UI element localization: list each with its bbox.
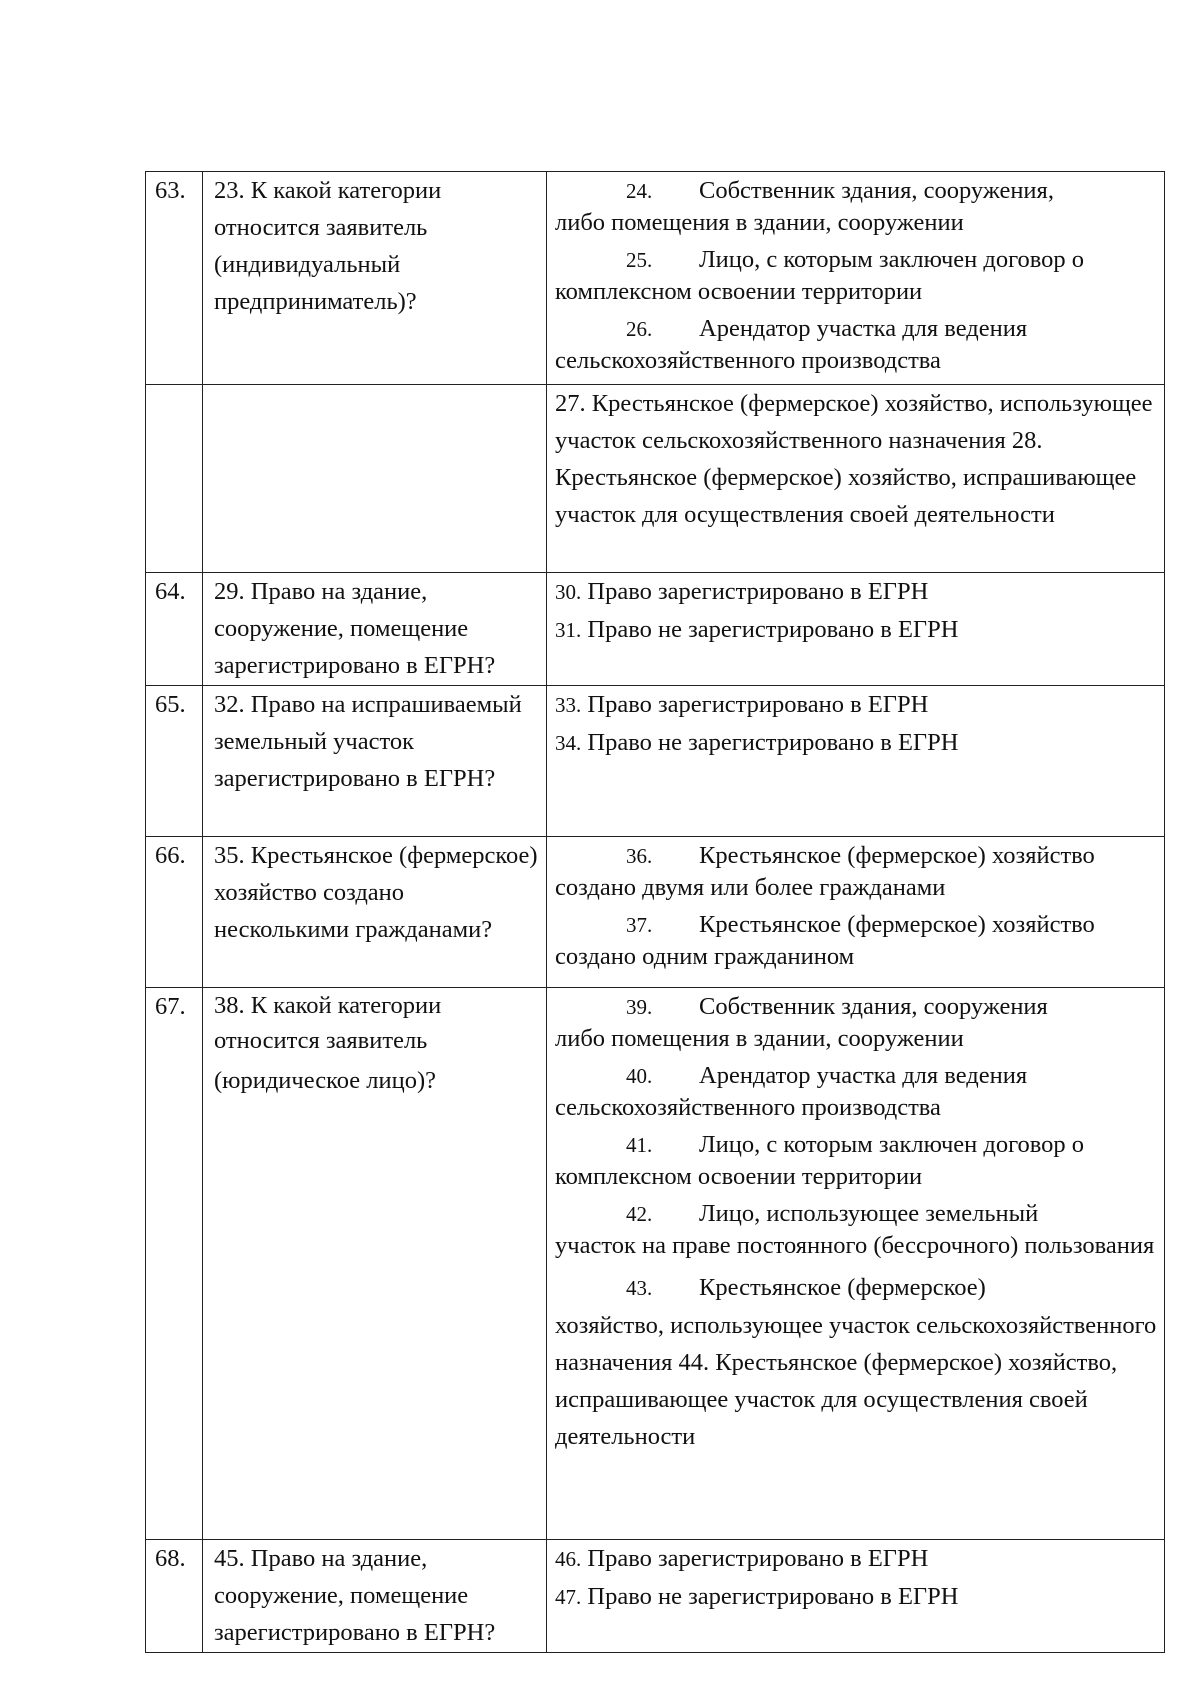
answer-item: 36. Крестьянское (фермерское) хозяйство создано двумя или более гражданами — [555, 842, 1095, 901]
table-row — [146, 172, 1165, 385]
table-row — [146, 686, 1165, 837]
question-cell: 45. Право на здание, сооружение, помещение зарегистрировано в ЕГРН? — [203, 1540, 547, 1653]
row-number: 65. — [146, 686, 203, 837]
table-row — [146, 385, 1165, 573]
question-cell: 32. Право на испрашиваемый земельный участок зарегистрировано в ЕГРН? — [203, 686, 547, 837]
question-cell: 23. К какой категории относится заявитель (индивидуальный предприниматель)? — [203, 172, 547, 385]
row-number: 67. — [146, 988, 203, 1540]
row-number: 64. — [146, 573, 203, 686]
question-cell: 29. Право на здание, сооружение, помещение зарегистрировано в ЕГРН? — [203, 573, 547, 686]
answer-cell: 27. Крестьянское (фермерское) хозяйство, использующее участок сельскохозяйственного назначения 28. Крестьянское (фермерское) хозяйство, испрашивающее участок для осуществления своей деятельности — [547, 385, 1165, 573]
answer-item: 25. Лицо, с которым заключен договор о комплексном освоении территории — [555, 246, 1085, 305]
answer-item: 24. Собственник здания, сооружения, либо помещения в здании, сооружении — [555, 177, 1054, 236]
answer-cell — [547, 686, 1165, 837]
answer-item: 34. Право не зарегистрировано в ЕГРН — [555, 729, 959, 756]
answer-item: 40. Арендатор участка для ведения сельскохозяйственного производства — [555, 1062, 1028, 1121]
answer-item: 30. Право зарегистрировано в ЕГРН — [555, 578, 929, 605]
answer-item: 47. Право не зарегистрировано в ЕГРН — [555, 1583, 959, 1610]
answer-item: 46. Право зарегистрировано в ЕГРН — [555, 1545, 929, 1572]
question-cell: 38. К какой категории относится заявитель (юридическое лицо)? — [203, 988, 547, 1540]
answer-item: 39. Собственник здания, сооружения либо помещения в здании, сооружении — [555, 993, 1048, 1052]
answer-cell — [547, 573, 1165, 686]
table-row — [146, 1540, 1165, 1653]
answer-item: 42. Лицо, использующее земельный участок на праве постоянного (бессрочного) пользования — [555, 1200, 1155, 1259]
answer-item: 43. Крестьянское (фермерское) хозяйство, использующее участок сельскохозяйственного назначения 44. Крестьянское (фермерское) хозяйство, испрашивающее участок для осуществления своей деятельности — [555, 1274, 1157, 1450]
row-number: 66. — [146, 837, 203, 988]
row-number — [146, 385, 203, 573]
answer-cell — [547, 837, 1165, 988]
row-number: 63. — [146, 172, 203, 385]
question-cell: 35. Крестьянское (фермерское) хозяйство создано несколькими гражданами? — [203, 837, 547, 988]
answer-item: 33. Право зарегистрировано в ЕГРН — [555, 691, 929, 718]
answer-item: 41. Лицо, с которым заключен договор о комплексном освоении территории — [555, 1131, 1085, 1190]
answer-cell — [547, 1540, 1165, 1653]
answer-cell — [547, 988, 1165, 1540]
answer-item: 31. Право не зарегистрировано в ЕГРН — [555, 616, 959, 643]
answer-item: 37. Крестьянское (фермерское) хозяйство создано одним гражданином — [555, 911, 1095, 970]
table-row — [146, 837, 1165, 988]
table-row — [146, 988, 1165, 1540]
row-number: 68. — [146, 1540, 203, 1653]
table-row — [146, 573, 1165, 686]
questions-table — [145, 171, 1165, 1653]
question-cell — [203, 385, 547, 573]
answer-item: 26. Арендатор участка для ведения сельскохозяйственного производства — [555, 315, 1028, 374]
answer-cell — [547, 172, 1165, 385]
